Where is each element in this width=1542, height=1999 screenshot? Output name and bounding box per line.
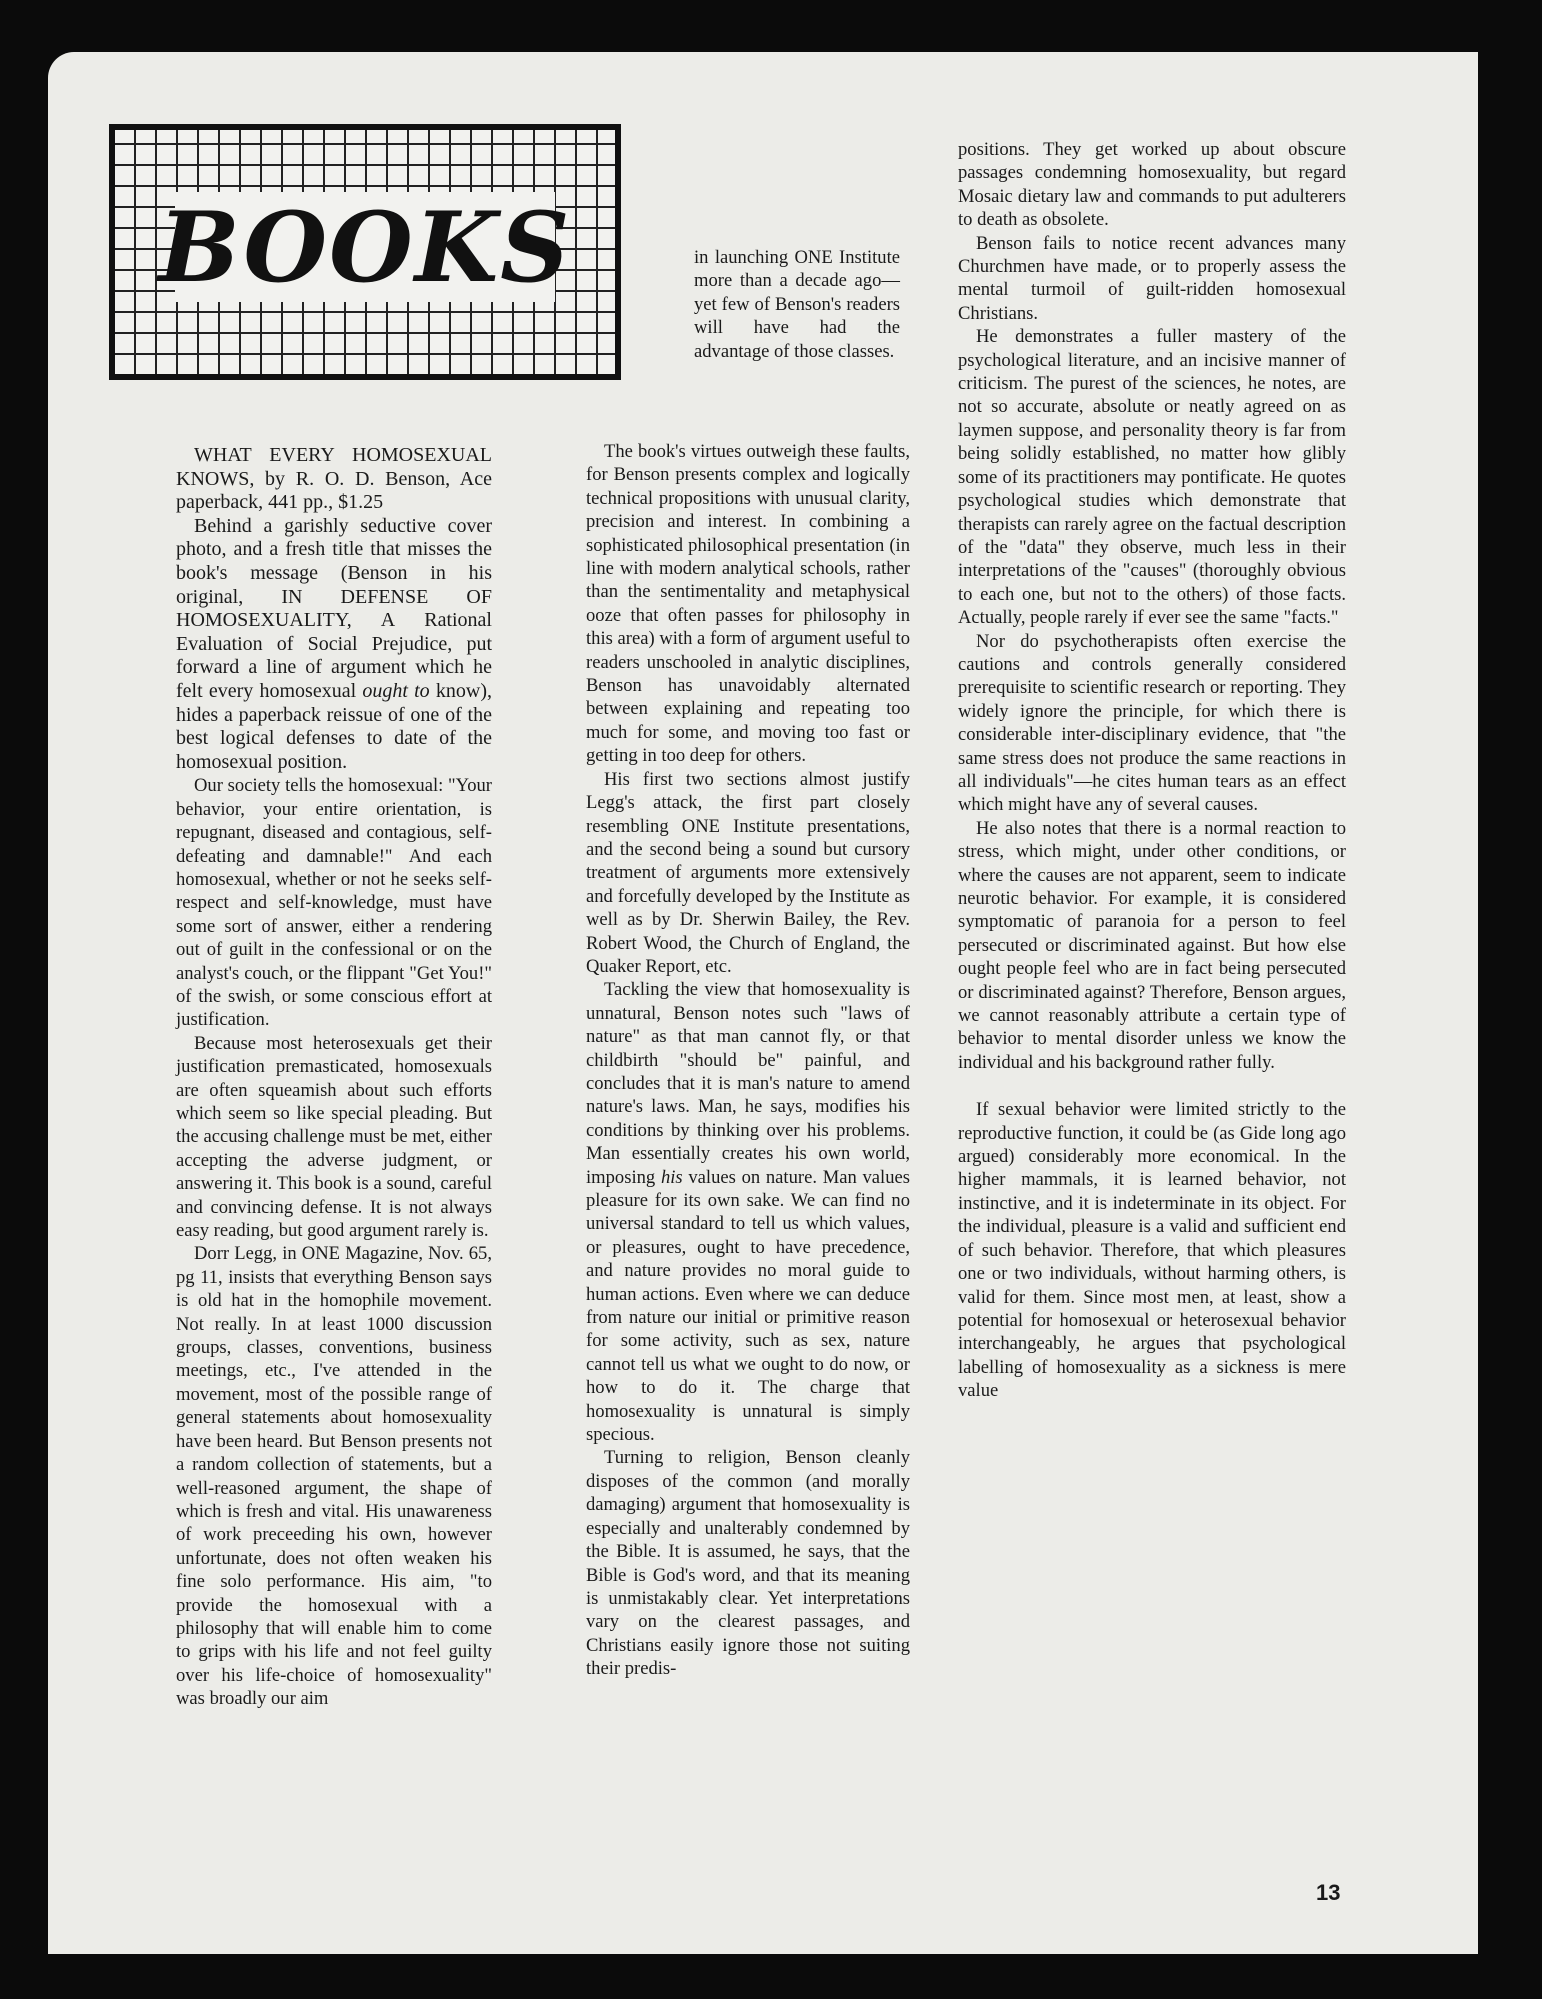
paragraph: Dorr Legg, in ONE Magazine, Nov. 65, pg 11, insists that everything Benson says is old hat in the homophile movement. Not really. In at least 1000 discussion groups, classes, conventions, business meetings, etc., I've attended in the movement, most of the possible range of general statements about homosexuality have been heard. But Benson presents not a random collection of statements, but a well-reasoned argument, the shape of which is fresh and vital. His unawareness of work preceeding his own, however unfortunate, does not often weaken his fine solo performance. His aim, "to provide the homosexual with a philosophy that will enable him to come to grips with his life and not feel guilty over his life-choice of homosexuality" was broadly our aim bbox=[176, 1243, 492, 1710]
text: Behind a garishly seductive cover photo, and a fresh title that misses the book's message (Benson in his original, IN DEFENSE OF HOMOSEXUALITY, A Rational Evaluation of Social Prejudice, put forward a line of argument which he felt every homosexual bbox=[176, 514, 492, 702]
paragraph: Turning to religion, Benson cleanly disposes of the common (and morally damaging) argument that homosexuality is especially and unalterably condemned by the Bible. It is assumed, he says, that the Bible is God's word, and that its meaning is unmistakably clear. Yet interpretations vary on the clearest passages, and Christians easily ignore those not suiting their predis- bbox=[586, 1447, 910, 1680]
logo-text: BOOKS bbox=[158, 190, 572, 304]
paragraph: in launching ONE Institute more than a decade ago—yet few of Benson's readers will have had the advantage of those classes. bbox=[694, 247, 900, 362]
paragraph: Because most heterosexuals get their justification premasticated, homosexuals are often squeamish about such efforts which seem so like special pleading. But the accusing challenge must be met, either accepting the adverse judgment, or answering it. This book is a sound, careful and convincing defense. It is not always easy reading, but good argument rarely is. bbox=[176, 1032, 492, 1242]
logo-panel bbox=[158, 190, 572, 304]
books-section-logo bbox=[109, 124, 621, 380]
emphasis: his bbox=[660, 1166, 683, 1188]
paragraph: His first two sections almost justify Legg's attack, the first part closely resembling ONE Institute presentations, and the second being a sound but cursory treatment of arguments more extensively and forcefully developed by the Institute as well as by Dr. Sherwin Bailey, the Rev. Robert Wood, the Church of England, the Quaker Report, etc. bbox=[586, 768, 910, 977]
paragraph: He also notes that there is a normal reaction to stress, which might, under other conditions, or where the causes are not apparent, seem to indicate neurotic behavior. For example, it is considered symptomatic of paranoia for a person to feel persecuted or discriminated against. But how else ought people feel who are in fact being persecuted or discriminated against? Therefore, Benson argues, we cannot reasonably attribute a certain type of behavior to mental disorder unless we know the individual and his background rather fully. bbox=[958, 817, 1346, 1073]
emphasis: ought to bbox=[362, 679, 430, 702]
column-2 bbox=[586, 440, 910, 1681]
paragraph: He demonstrates a fuller mastery of the psychological literature, and an incisive manner of criticism. The purest of the sciences, he notes, are not so accurate, absolute or neatly agreed on as laymen suppose, and personality theory is far from being solidly established, no matter how glibly some of its practitioners may pontificate. He quotes psychological studies which demonstrate that therapists can rarely agree on the factual description of the "data" they observe, much less in their interpretations of the "causes" (thoroughly obvious to each one, but not to the others) of those facts. Actually, people rarely if ever see the same "facts." bbox=[958, 326, 1346, 629]
text: Tackling the view that homosexuality is unnatural, Benson notes such "laws of nature" as that man cannot fly, or that childbirth "should be" painful, and concludes that it is man's nature to amend nature's laws. Man, he says, modifies his conditions by thinking over his problems. Man essentially creates his own world, imposing bbox=[586, 979, 910, 1188]
paragraph bbox=[176, 515, 492, 775]
paragraph: positions. They get worked up about obscure passages condemning homosexuality, but regard Mosaic dietary law and commands to put adulterers to death as obsolete. bbox=[958, 139, 1346, 231]
column-2-top bbox=[694, 246, 900, 363]
text: know), hides a paperback reissue of one of the best logical defenses to date of the homosexual position. bbox=[176, 679, 492, 773]
page-number: 13 bbox=[1316, 1880, 1341, 1905]
column-1 bbox=[176, 444, 492, 1711]
paragraph: The book's virtues outweigh these faults, for Benson presents complex and logically technical propositions with unusual clarity, precision and interest. In combining a sophisticated philosophical presentation (in line with modern analytical schools, rather than the sentimentality and metaphysical ooze that often passes for philosophy in this area) with a form of argument useful to readers unschooled in analytic disciplines, Benson has unavoidably alternated between explaining and repeating too much for some, and moving too fast or getting in too deep for others. bbox=[586, 441, 910, 767]
review-title: WHAT EVERY HOMOSEXUAL KNOWS, by R. O. D. Benson, Ace paperback, 441 pp., $1.25 bbox=[176, 444, 492, 514]
paragraph bbox=[586, 978, 910, 1446]
text: values on nature. Man values pleasure for its own sake. We can find no universal standard to tell us which values, or pleasures, ought to have precedence, and nature provides no moral guide to human actions. Even where we can deduce from nature our initial or primitive reason for some activity, such as sex, nature cannot tell us what we ought to do now, or how to do it. The charge that homosexuality is unnatural is simply specious. bbox=[586, 1166, 910, 1446]
paragraph: Benson fails to notice recent advances many Churchmen have made, or to properly assess the mental turmoil of guilt-ridden homosexual Christians. bbox=[958, 232, 1346, 324]
column-3 bbox=[958, 138, 1346, 1403]
paragraph: Nor do psychotherapists often exercise the cautions and controls generally considered prerequisite to scientific research or reporting. They widely ignore the principle, for which there is considerable inter-disciplinary evidence, that "the same stress does not produce the same reactions in all individuals"—he cites human tears as an effect which might have any of several causes. bbox=[958, 630, 1346, 816]
paragraph: Our society tells the homosexual: "Your behavior, your entire orientation, is repugnant, diseased and contagious, self-defeating and damnable!" And each homosexual, whether or not he seeks self-respect and self-knowledge, must have some sort of answer, either a rendering out of guilt in the confessional or on the analyst's couch, or the flippant "Get You!" of the swish, or some conscious effort at justification. bbox=[176, 775, 492, 1031]
section-gap bbox=[958, 1074, 1346, 1098]
paragraph: If sexual behavior were limited strictly to the reproductive function, it could be (as Gide long ago argued) considerably more economical. In the higher mammals, it is learned behavior, not instinctive, and it is indeterminate in its object. For the individual, pleasure is a valid and sufficient end of such behavior. Therefore, that which pleasures one or two individuals, without harming others, is valid for them. Since most men, at least, show a potential for homosexual or heterosexual behavior interchangeably, he argues that psychological labelling of homosexuality as a sickness is mere value bbox=[958, 1099, 1346, 1402]
